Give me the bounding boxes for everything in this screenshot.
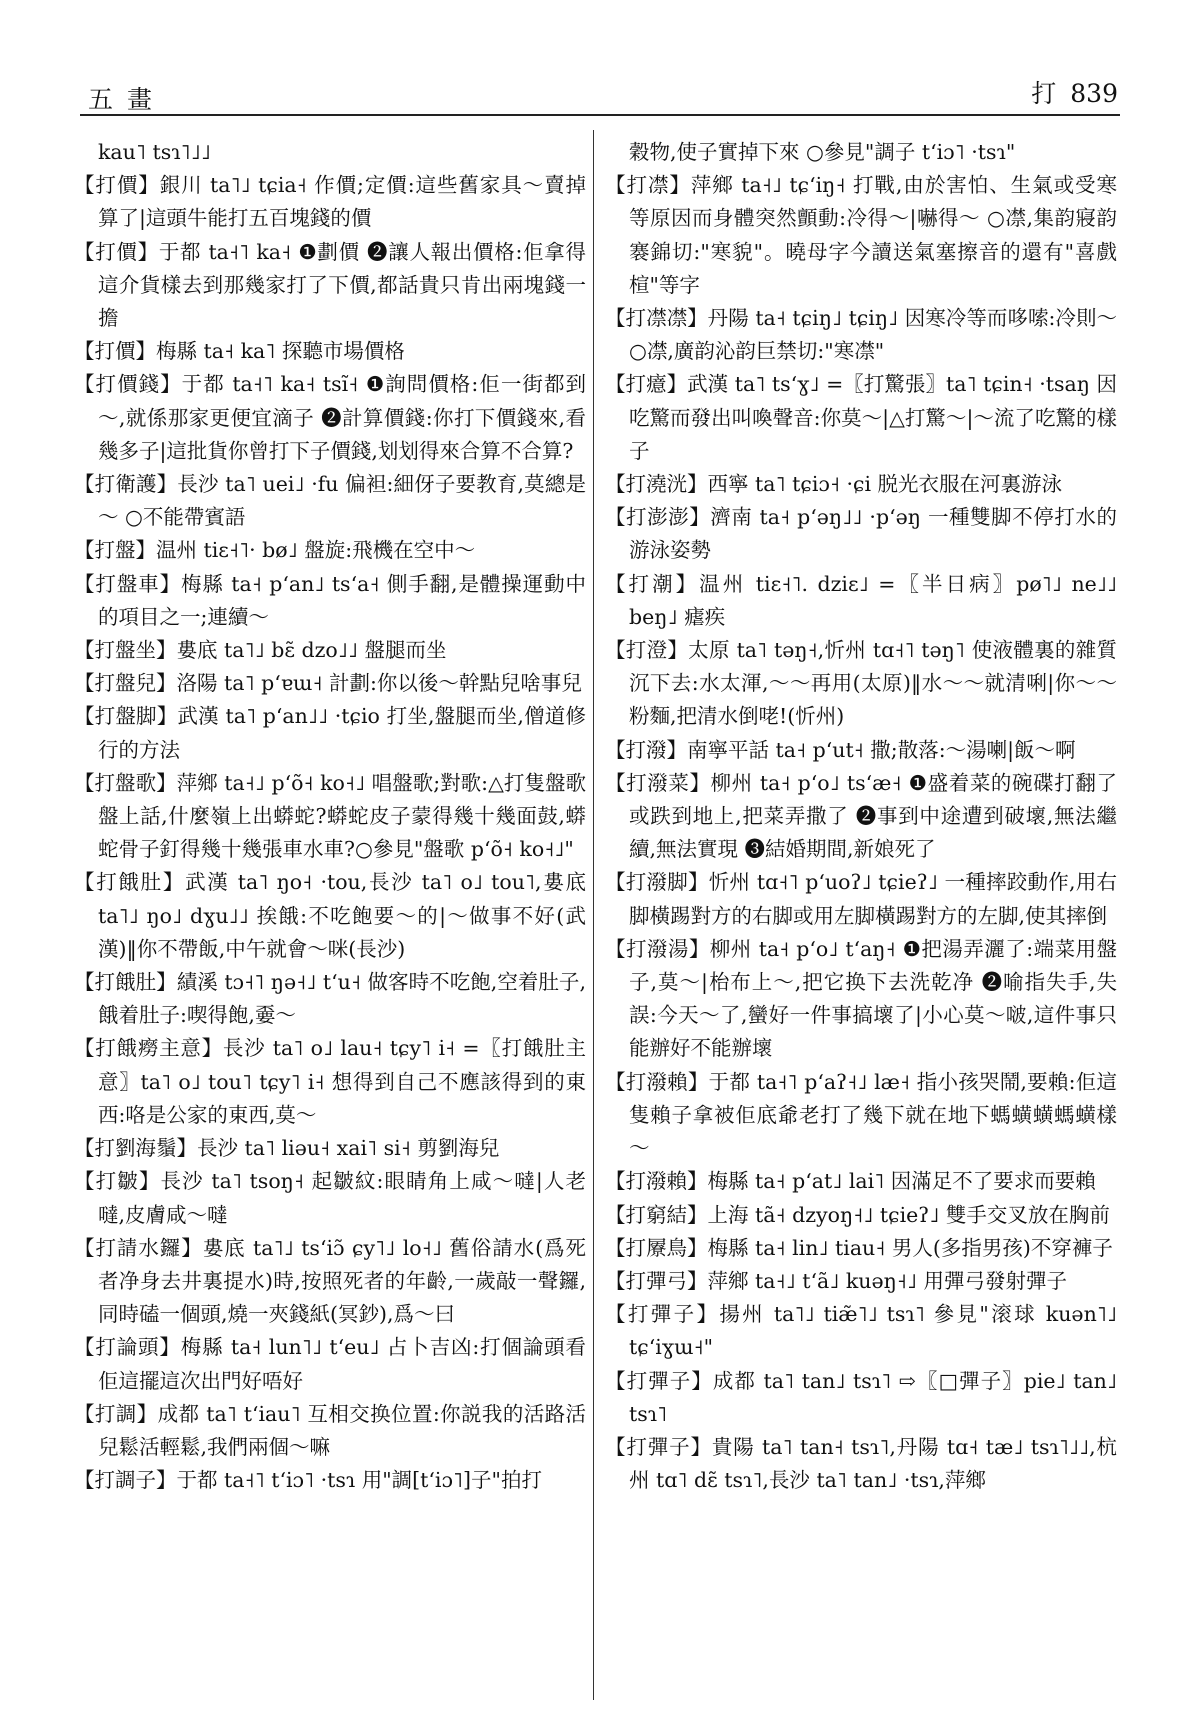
dictionary-entry: 【打調子】于都 ta˧˥ tʻiɔ˥ ·tsɿ 用"調[tʻiɔ˥]子"拍打 (74, 1468, 542, 1493)
dictionary-entry: 【打餓癆主意】長沙 ta˥ o˩ lau˧ tɕy˥ i˧ =〖打餓肚主意〗ta˥ o˩ tou˥ tɕy˥ i˧ 想得到自己不應該得到的東西:咯是公家的東西,莫～ (74, 1036, 586, 1127)
dictionary-entry: 【打論頭】梅縣 ta˧ lun˥˩ tʻeu˩ 占卜吉凶:打個論頭看佢這擺這次出門好唔好 (74, 1335, 586, 1393)
dictionary-entry: 【打屪鳥】梅縣 ta˧ lin˩ tiau˧ 男人(多指男孩)不穿褲子 (605, 1235, 1113, 1260)
dictionary-entry: 【打窮結】上海 tã˧ dzyoŋ˧˩ tɕieʔ˩ 雙手交叉放在胸前 (605, 1202, 1110, 1227)
dictionary-entry: 【打潑賴】梅縣 ta˧ pʻat˩ lai˥ 因滿足不了要求而要賴 (605, 1169, 1096, 1194)
dictionary-entry: 【打癔】武漢 ta˥ tsʻɣ˩ =〖打驚張〗ta˥ tɕin˧ ·tsaŋ 因吃驚而發出叫喚聲音:你莫～|△打驚～|～流了吃驚的樣子 (605, 372, 1117, 463)
dictionary-entry: 【打盤坐】婁底 ta˥˩ bɛ̃ dzo˩˩ 盤腿而坐 (74, 638, 447, 663)
dictionary-entry: 【打價】梅縣 ta˧ ka˥ 探聽市場價格 (74, 339, 405, 364)
dictionary-entry: 【打盤】温州 tiɛ˧˥· bø˩ 盤旋:飛機在空中～ (74, 538, 476, 563)
right-column (605, 136, 1117, 1696)
dictionary-entry: 【打價錢】于都 ta˧˥ ka˧ tsĩ˧ ❶詢問價格:佢一街都到～,就係那家更便宜滴子 ❷計算價錢:你打下價錢來,看幾多子|這批貨你曾打下子價錢,划划得來合算不合算? (74, 372, 586, 463)
dictionary-entry: 【打彈弓】萍鄉 ta˧˩ tʻã˩ kuəŋ˧˩ 用彈弓發射彈子 (605, 1268, 1068, 1293)
left-column (74, 136, 586, 1696)
dictionary-entry: 【打潑脚】忻州 tɑ˧˥ pʻuoʔ˩ tɕieʔ˩ 一種摔跤動作,用右脚橫踢對方的右脚或用左脚橫踢對方的左脚,使其摔倒 (605, 870, 1117, 928)
headword: 打 (1031, 79, 1057, 108)
dictionary-entry: 【打潑賴】于都 ta˧˥ pʻaʔ˧˩ læ˧ 指小孩哭鬧,要賴:佢這隻賴子拿被佢底爺老打了幾下就在地下螞蟥蟥螞蟥樣～ (605, 1069, 1117, 1161)
dictionary-entry: 【打請水鑼】婁底 ta˥˩ tsʻiɔ̃ ɕy˥˩ lo˧˩ 舊俗請水(爲死者净身去井裏提水)時,按照死者的年齡,一歲敲一聲鑼,同時磕一個頭,燒一夾錢紙(冥鈔),爲～曰 (74, 1235, 586, 1327)
dictionary-entry: 【打價】于都 ta˧˥ ka˧ ❶劃價 ❷讓人報出價格:佢拿得這介貨樣去到那幾家打了下價,都話貴只肯出兩塊錢一擔 (74, 239, 586, 331)
dictionary-entry: 【打餓肚】績溪 tɔ˧˥ ŋə˧˩ tʻu˧ 做客時不吃飽,空着肚子,餓着肚子:喫得飽,嫑～ (74, 970, 586, 1028)
dictionary-entry: 【打潮】温州 tiɛ˧˥. dziɛ˩ =〖半日病〗pø˥˩ ne˩˩ beŋ˩ 瘧疾 (605, 571, 1117, 629)
section-title: 五畫 (88, 85, 167, 114)
header-rule (80, 114, 1120, 116)
dictionary-entry: 【打價】銀川 ta˥˩ tɕia˧ 作價;定價:這些舊家具～賣掉算了|這頭牛能打五百塊錢的價 (74, 173, 586, 231)
dictionary-entry: 【打調】成都 ta˥ tʻiau˥ 互相交换位置:你説我的活路活兒鬆活輕鬆,我們兩個～嘛 (74, 1401, 586, 1459)
column-divider (593, 130, 594, 1700)
dictionary-entry: 【打餓肚】武漢 ta˥ ŋo˧ ·tou,長沙 ta˥ o˩ tou˥,婁底 ta˥˩ ŋo˩ dɣu˩˩ 挨餓:不吃飽要～的|～做事不好(武漢)‖你不帶飯,中午就會～咪(長沙) (74, 870, 586, 961)
dictionary-entry: 【打皺】長沙 ta˥ tsoŋ˧ 起皺紋:眼睛角上咸～噠|人老噠,皮膚咸～噠 (74, 1169, 586, 1227)
page-number: 839 (1070, 79, 1118, 108)
dictionary-entry: 【打澎澎】濟南 ta˧ pʻəŋ˩˩ ·pʻəŋ 一種雙脚不停打水的游泳姿勢 (605, 505, 1117, 563)
entry-continuation: kau˥ tsɿ˥˩˩ (98, 140, 211, 164)
dictionary-entry: 【打劉海鬚】長沙 ta˥ liəu˧ xai˥ si˧ 剪劉海兒 (74, 1136, 500, 1161)
dictionary-entry: 【打盤車】梅縣 ta˧ pʻan˩ tsʻa˧ 側手翻,是體操運動中的項目之一;連續～ (74, 571, 586, 629)
dictionary-entry: 【打凚凚】丹陽 ta˧ tɕiŋ˩ tɕiŋ˩ 因寒冷等而哆嗦:冷則～ ○凚,廣韵沁韵巨禁切:"寒凚" (605, 306, 1117, 364)
entry-continuation: 穀物,使子實掉下來 ○參見"調子 tʻiɔ˥ ·tsɿ" (629, 140, 1016, 164)
dictionary-entry: 【打凚】萍鄉 ta˧˩ tɕʻiŋ˧ 打戰,由於害怕、生氣或受寒等原因而身體突然顫動:冷得～|嚇得～ ○凚,集韵寢韵褰錦切:"寒貌"。曉母字今讀送氣塞擦音的還有"喜戲楦"等字 (605, 173, 1117, 297)
dictionary-entry: 【打潑】南寧平話 ta˧ pʻut˧ 撒;散落:～湯喇|飯～啊 (605, 737, 1076, 762)
dictionary-entry: 【打盤兒】洛陽 ta˥ pʻɐɯ˧ 計劃:你以後～幹點兒啥事兒 (74, 671, 582, 696)
dictionary-entry: 【打潑菜】柳州 ta˧ pʻo˩ tsʻæ˧ ❶盛着菜的碗碟打翻了或跌到地上,把菜弄撒了 ❷事到中途遭到破壞,無法繼續,無法實現 ❸結婚期間,新娘死了 (605, 770, 1117, 862)
dictionary-entry: 【打衛護】長沙 ta˥ uei˩ ·fu 偏袒:細伢子要教育,莫總是～ ○不能帶賓語 (74, 472, 586, 530)
dictionary-entry: 【打潑湯】柳州 ta˧ pʻo˩ tʻaŋ˧ ❶把湯弄灑了:端菜用盤子,莫～|枱布上～,把它换下去洗乾净 ❷喻指失手,失誤:今天～了,蠻好一件事搞壞了|小心莫～啵,這件事只能辦好不能辦壞 (605, 936, 1117, 1061)
dictionary-entry: 【打彈子】揚州 ta˥˩ tiæ̃˥˩ tsɿ˥ 參見"滚球 kuən˥˩ tɕʻiɣɯ˧" (605, 1302, 1117, 1360)
dictionary-entry: 【打彈子】貴陽 ta˥ tan˧ tsɿ˥,丹陽 tɑ˧ tæ˩ tsɿ˥˩˩,杭州 tɑ˥ dɛ̃ tsɿ˥,長沙 ta˥ tan˩ ·tsɿ,萍鄉 (605, 1434, 1117, 1493)
dictionary-entry: 【打盤脚】武漢 ta˥ pʻan˩˩ ·tɕio 打坐,盤腿而坐,僧道修行的方法 (74, 704, 586, 762)
dictionary-entry: 【打澆洸】西寧 ta˥ tɕiɔ˧ ·ɕi 脱光衣服在河裏游泳 (605, 472, 1063, 497)
page-header-right (1031, 74, 1118, 110)
dictionary-entry: 【打彈子】成都 ta˥ tan˩ tsɿ˥ ⇨〖□彈子〗pie˩ tan˩ tsɿ˥ (605, 1368, 1117, 1426)
dictionary-entry: 【打盤歌】萍鄉 ta˧˩ pʻõ˧ ko˧˩ 唱盤歌;對歌:△打隻盤歌盤上話,什麼嶺上出蟒蛇?蟒蛇皮子蒙得幾十幾面鼓,蟒蛇骨子釘得幾十幾張車水車?○參見"盤歌 pʻõ˧ ko˧˩" (74, 770, 586, 862)
dictionary-entry: 【打澄】太原 ta˥ təŋ˧,忻州 tɑ˧˥ təŋ˥ 使液體裏的雜質沉下去:水太渾,～～再用(太原)‖水～～就清唎|你～～粉麵,把清水倒咾!(忻州) (605, 638, 1117, 729)
